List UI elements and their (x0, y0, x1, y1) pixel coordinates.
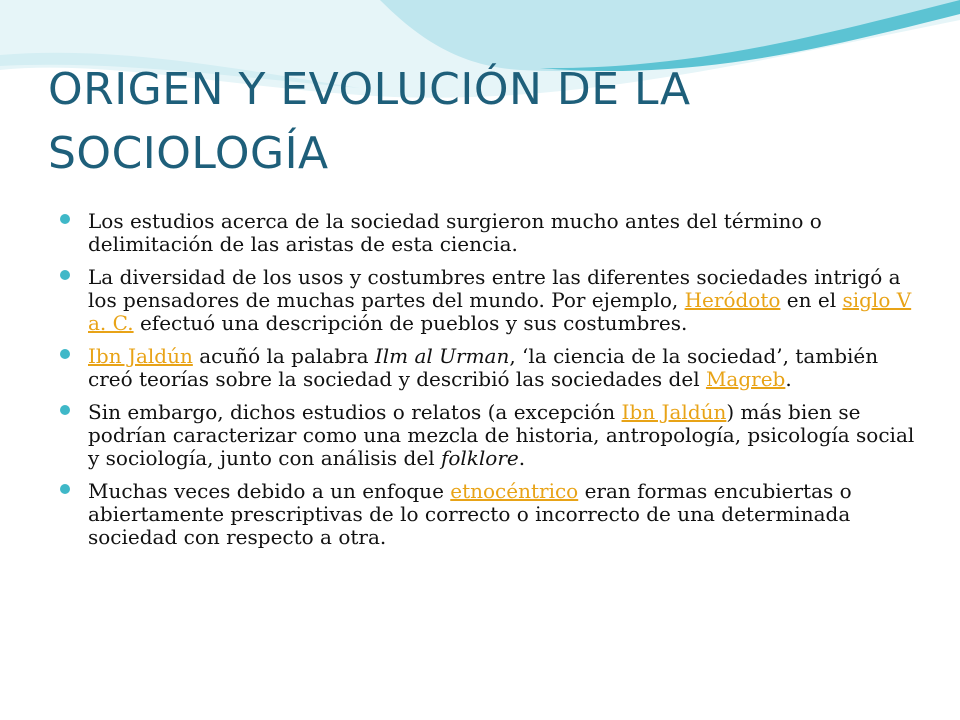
bullet-list (60, 210, 920, 559)
title-line-1: ORIGEN Y EVOLUCIÓN DE LA (48, 64, 691, 115)
bullet-item: Sin embargo, dichos estudios o relatos (a excepción Ibn Jaldún) más bien se podrían caracterizar como una mezcla de historia, antropología, psicología social y sociología, junto con análisis del folklore. (60, 401, 920, 470)
bullet-item: Los estudios acerca de la sociedad surgieron mucho antes del término o delimitación de las aristas de esta ciencia. (60, 210, 920, 256)
slide-title (48, 58, 928, 186)
bullet-dot-icon (60, 405, 70, 415)
link-siglo-v[interactable]: siglo V a. C. (88, 288, 912, 335)
bullet-dot-icon (60, 349, 70, 359)
link-ibn-jaldun[interactable]: Ibn Jaldún (88, 344, 193, 368)
bullet-dot-icon (60, 484, 70, 494)
bullet-item: Muchas veces debido a un enfoque etnocéntrico eran formas encubiertas o abiertamente prescriptivas de lo correcto o incorrecto de una determinada sociedad con respecto a otra. (60, 480, 920, 549)
title-line-2: SOCIOLOGÍA (48, 128, 329, 179)
bullet-item: La diversidad de los usos y costumbres entre las diferentes sociedades intrigó a los pensadores de muchas partes del mundo. Por ejemplo, Heródoto en el siglo V a. C. efectuó una descripción de pueblos y sus costumbres. (60, 266, 920, 335)
bullet-dot-icon (60, 214, 70, 224)
emphasis-folklore: folklore (440, 446, 519, 470)
link-etnocentrico[interactable]: etnocéntrico (450, 479, 579, 503)
link-ibn-jaldun-2[interactable]: Ibn Jaldún (621, 400, 727, 424)
link-magreb[interactable]: Magreb (705, 367, 786, 391)
bullet-dot-icon (60, 270, 70, 280)
link-herodoto[interactable]: Heródoto (684, 288, 781, 312)
bullet-item: Ibn Jaldún acuñó la palabra Ilm al Urman, ‘la ciencia de la sociedad’, también creó teorías sobre la sociedad y describió las sociedades del Magreb. (60, 345, 920, 391)
emphasis-ilm-al-urman: Ilm al Urman (374, 344, 510, 368)
